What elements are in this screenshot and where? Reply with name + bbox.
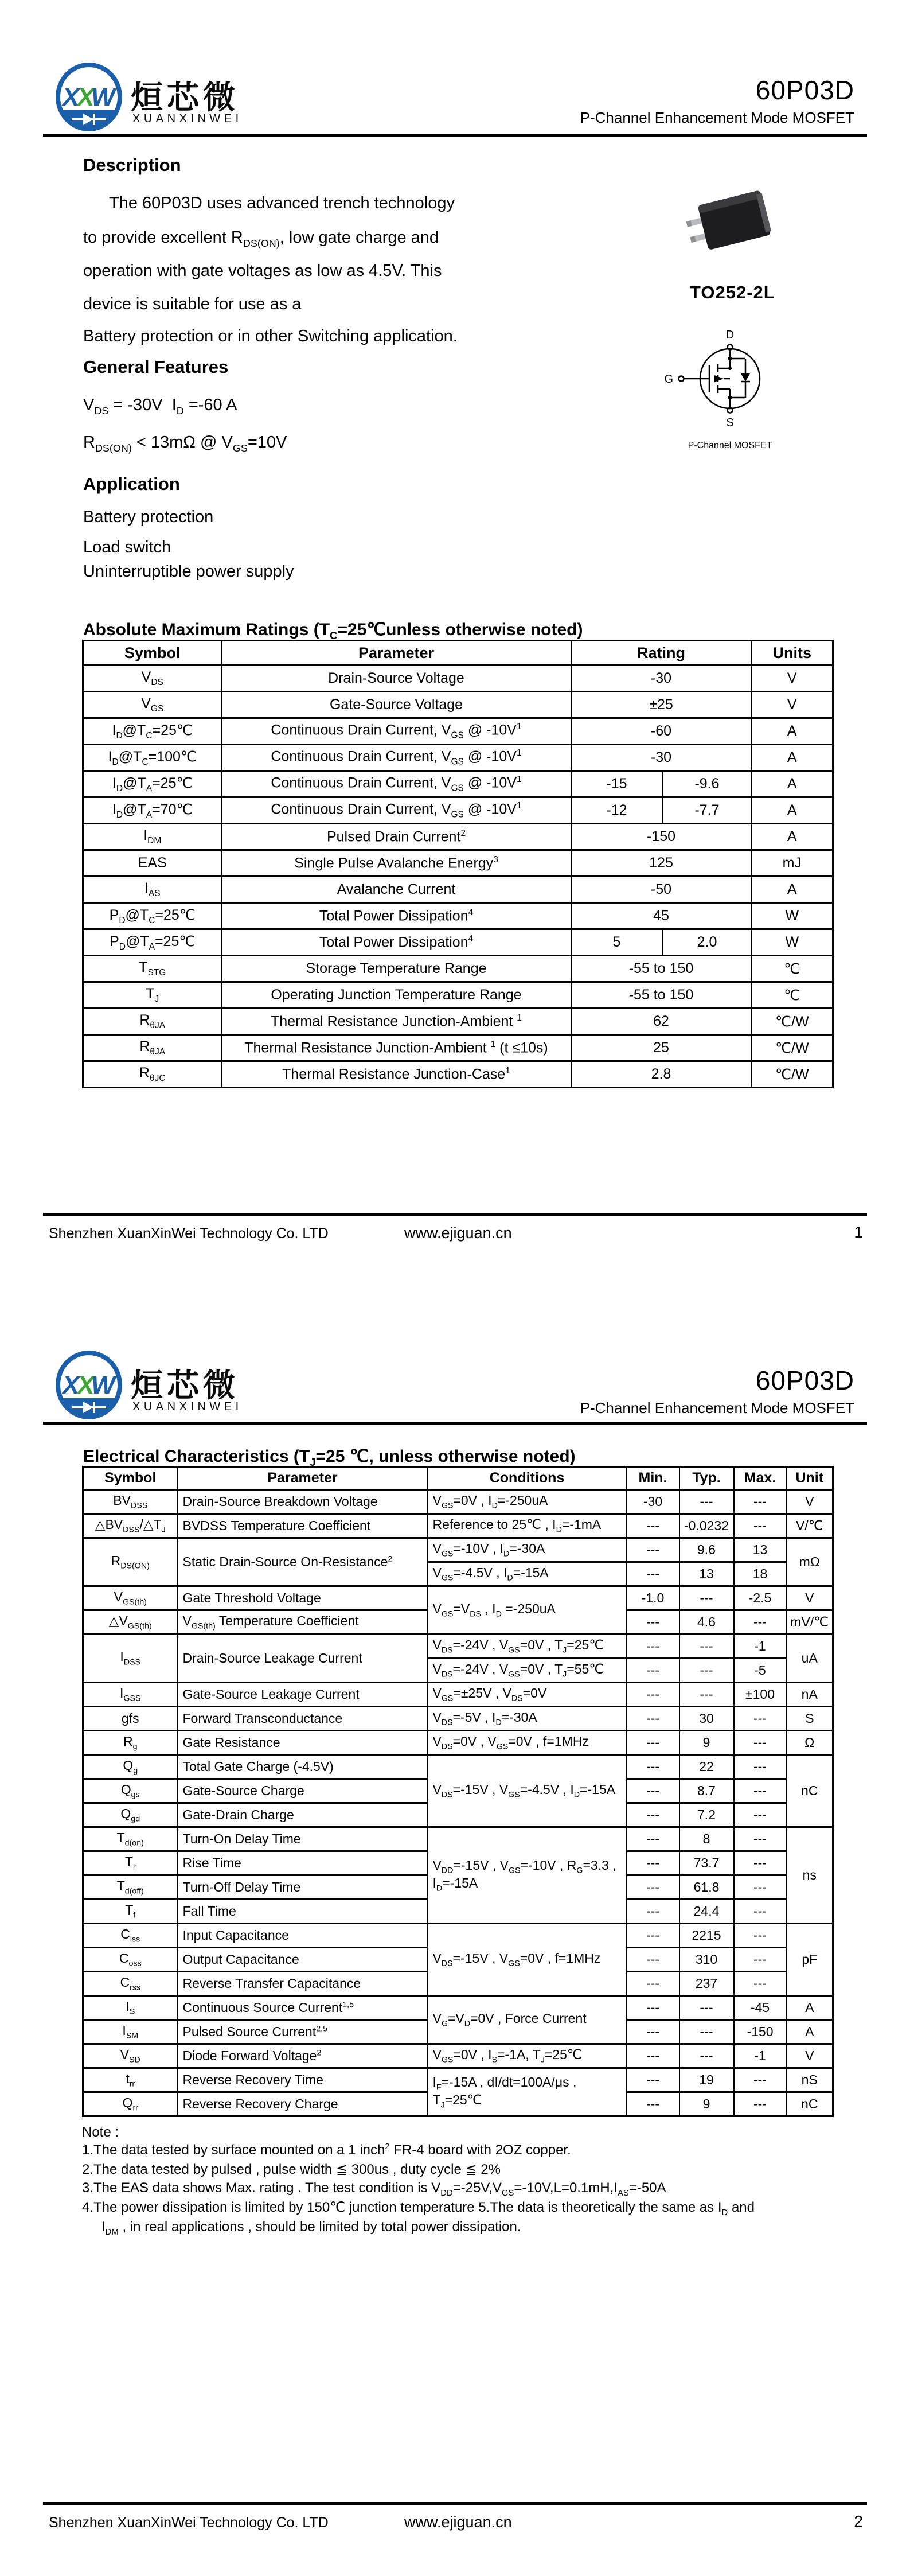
elec-title: Electrical Characteristics ($T_J=25$ ℃, unless otherwise noted)	[83, 1447, 576, 1468]
table-cell: -55 to 150	[571, 982, 752, 1009]
table-cell: A	[752, 824, 833, 850]
table-cell: ±100	[734, 1683, 787, 1707]
table-cell: Gate-Source Leakage Current	[178, 1683, 428, 1707]
table-cell: W	[752, 903, 833, 929]
description-line: The 60P03D uses advanced trench technology	[109, 194, 455, 212]
table-cell: ---	[679, 1490, 734, 1514]
table-cell: V	[787, 1490, 833, 1514]
table-cell: ---	[627, 2044, 679, 2068]
table-cell: 62	[571, 1009, 752, 1035]
table-cell: Continuous Source Current$^{1,5}$	[178, 1996, 428, 2020]
table-cell: ---	[627, 2068, 679, 2092]
table-cell: -30	[571, 745, 752, 771]
table-cell: $V_{GS}=V_{DS}$ , $I_D =-250uA$	[428, 1586, 627, 1635]
table-cell: 2215	[679, 1924, 734, 1948]
package-photo	[682, 189, 786, 258]
table-cell: $I_{DM}$	[83, 824, 222, 850]
table-cell: -7.7	[663, 797, 752, 824]
table-cell: $I_S$	[83, 1996, 178, 2020]
table-cell: ---	[627, 1731, 679, 1755]
table-cell: Reverse Transfer Capacitance	[178, 1972, 428, 1996]
table-cell: Continuous Drain Current, $V_{GS}$ @ $-10V^1$	[222, 797, 571, 824]
column-header: Max.	[734, 1467, 787, 1490]
mosfet-symbol-icon	[654, 324, 803, 439]
table-cell: ---	[734, 1875, 787, 1900]
company-logo	[54, 1350, 261, 1422]
table-cell: -0.0232	[679, 1514, 734, 1538]
note-line: 3.The EAS data shows Max. rating . The test condition is $V_{DD}=-25V,V_{GS}=-10V,L=0.1mH,I_{AS}=-50A$	[82, 2180, 666, 2198]
part-subtitle: P-Channel Enhancement Mode MOSFET	[580, 1399, 854, 1417]
pin-label-source: S	[726, 417, 734, 429]
part-number: 60P03D	[755, 75, 854, 105]
table-cell: -12	[571, 797, 663, 824]
table-cell: -30	[571, 666, 752, 692]
table-cell: Forward Transconductance	[178, 1707, 428, 1731]
table-cell: Total Power Dissipation$^4$	[222, 929, 571, 956]
table-cell: $V_{GS}$	[83, 692, 222, 718]
table-cell: 9	[679, 2092, 734, 2116]
logo-letter: X	[77, 1371, 95, 1399]
table-cell: $t_{rr}$	[83, 2068, 178, 2092]
note-line: $I_{DM}$ , in real applications , should be limited by total power dissipation.	[101, 2219, 521, 2237]
table-cell: pF	[787, 1924, 833, 1996]
logo-letter: X	[77, 83, 95, 111]
table-cell: ---	[627, 1635, 679, 1659]
table-cell: -1.0	[627, 1586, 679, 1610]
table-cell: 13	[734, 1538, 787, 1562]
table-cell: Static Drain-Source On-Resistance$^2$	[178, 1538, 428, 1586]
table-cell: ---	[734, 1514, 787, 1538]
footer-rule	[43, 1213, 867, 1216]
table-cell: $I_{SM}$	[83, 2020, 178, 2044]
table-cell: nC	[787, 2092, 833, 2116]
table-cell: -45	[734, 1996, 787, 2020]
table-cell: Gate-Source Voltage	[222, 692, 571, 718]
table-cell: ---	[734, 1803, 787, 1827]
application-item: Load switch	[83, 538, 171, 557]
table-cell: $V_{DD}=-15V$ , $V_{GS}=-10V$ , $R_G=3.3$ , $I_D=-15A$	[428, 1827, 627, 1924]
table-cell: Avalanche Current	[222, 877, 571, 903]
table-cell: ---	[734, 1900, 787, 1924]
table-cell: 13	[679, 1562, 734, 1586]
table-cell: $Q_{rr}$	[83, 2092, 178, 2116]
symbol-caption: P-Channel MOSFET	[688, 441, 772, 450]
note-line: Note :	[82, 2124, 119, 2140]
table-cell: $I_D@T_A=70℃$	[83, 797, 222, 824]
table-cell: mΩ	[787, 1538, 833, 1586]
table-cell: Turn-On Delay Time	[178, 1827, 428, 1851]
table-cell: ---	[734, 1731, 787, 1755]
logo-letter: W	[91, 1371, 115, 1399]
elec-table	[82, 1466, 834, 2117]
section-title-general-features: General Features	[83, 357, 229, 377]
table-cell: ---	[627, 1900, 679, 1924]
table-cell: $C_{oss}$	[83, 1948, 178, 1972]
column-header: Symbol	[83, 641, 222, 666]
table-cell: ---	[679, 1586, 734, 1610]
table-cell: 30	[679, 1707, 734, 1731]
table-cell: Turn-Off Delay Time	[178, 1875, 428, 1900]
table-cell: ---	[734, 2068, 787, 2092]
table-cell: nS	[787, 2068, 833, 2092]
table-cell: $\triangle V_{GS(th)}$	[83, 1610, 178, 1635]
table-cell: Drain-Source Breakdown Voltage	[178, 1490, 428, 1514]
table-cell: -9.6	[663, 771, 752, 797]
table-cell: $I_D@T_C=25℃$	[83, 718, 222, 745]
section-title-application: Application	[83, 474, 180, 494]
table-cell: ---	[627, 1875, 679, 1900]
description-line: device is suitable for use as a	[83, 295, 302, 313]
table-cell: Total Power Dissipation$^4$	[222, 903, 571, 929]
table-cell: ℃/W	[752, 1035, 833, 1061]
logo-letter: X	[63, 1371, 80, 1399]
feature-line: $V_{DS} = -30V$ $I_D =-60$ A	[83, 396, 237, 417]
table-cell: $T_r$	[83, 1851, 178, 1875]
table-cell: 61.8	[679, 1875, 734, 1900]
table-cell: $I_D@T_A=25℃$	[83, 771, 222, 797]
table-cell: mJ	[752, 850, 833, 877]
table-cell: Storage Temperature Range	[222, 956, 571, 982]
table-cell: ---	[627, 1707, 679, 1731]
table-cell: -60	[571, 718, 752, 745]
table-cell: $R_g$	[83, 1731, 178, 1755]
table-cell: V/℃	[787, 1514, 833, 1538]
table-cell: $V_{GS(th)}$ Temperature Coefficient	[178, 1610, 428, 1635]
table-cell: ---	[627, 1803, 679, 1827]
table-cell: ---	[734, 1851, 787, 1875]
table-cell: Diode Forward Voltage$^2$	[178, 2044, 428, 2068]
column-header: Symbol	[83, 1467, 178, 1490]
table-cell: 4.6	[679, 1610, 734, 1635]
table-cell: 237	[679, 1972, 734, 1996]
table-cell: ---	[734, 1924, 787, 1948]
table-cell: A	[752, 771, 833, 797]
table-cell: ---	[627, 1851, 679, 1875]
column-header: Rating	[571, 641, 752, 666]
table-cell: -150	[734, 2020, 787, 2044]
logo-latin-name: XUANXINWEI	[132, 1400, 243, 1413]
table-cell: Reverse Recovery Time	[178, 2068, 428, 2092]
table-cell: ---	[734, 1827, 787, 1851]
logo-chinese-name: 烜芯微	[131, 79, 239, 115]
table-cell: $I_F=-15A$ , dI/dt=100A/μs , $T_J=25℃$	[428, 2068, 627, 2116]
part-number: 60P03D	[755, 1365, 854, 1395]
pin-label-gate: G	[664, 373, 673, 386]
table-cell: -1	[734, 1635, 787, 1659]
column-header: Min.	[627, 1467, 679, 1490]
table-cell: -30	[627, 1490, 679, 1514]
table-cell: V	[787, 1586, 833, 1610]
table-cell: $Q_{gd}$	[83, 1803, 178, 1827]
table-cell: Drain-Source Leakage Current	[178, 1635, 428, 1683]
table-cell: 24.4	[679, 1900, 734, 1924]
table-cell: 8	[679, 1827, 734, 1851]
table-cell: 18	[734, 1562, 787, 1586]
pin-label-drain: D	[725, 329, 735, 341]
column-header: Units	[752, 641, 833, 666]
table-cell: $R_{\theta JA}$	[83, 1009, 222, 1035]
header-rule	[43, 1422, 867, 1425]
table-cell: Gate Resistance	[178, 1731, 428, 1755]
table-cell: -2.5	[734, 1586, 787, 1610]
table-cell: ---	[679, 2044, 734, 2068]
table-cell: -1	[734, 2044, 787, 2068]
table-cell: ---	[627, 1755, 679, 1779]
table-cell: $T_{d(off)}$	[83, 1875, 178, 1900]
table-cell: A	[752, 745, 833, 771]
table-cell: ---	[627, 1948, 679, 1972]
table-cell: $V_{DS}$	[83, 666, 222, 692]
table-cell: ---	[734, 1972, 787, 1996]
table-cell: $V_{GS(th)}$	[83, 1586, 178, 1610]
table-cell: ---	[627, 1972, 679, 1996]
table-cell: ---	[679, 1996, 734, 2020]
table-cell: V	[752, 666, 833, 692]
table-cell: $V_{DS}=-15V$ , $V_{GS}=-4.5V$ , $I_D=-15A$	[428, 1755, 627, 1827]
table-cell: Ω	[787, 1731, 833, 1755]
table-cell: Reverse Recovery Charge	[178, 2092, 428, 2116]
table-cell: 310	[679, 1948, 734, 1972]
note-line: 4.The power dissipation is limited by 150℃ junction temperature 5.The data is theoretically the same as $I_D$ and	[82, 2200, 755, 2217]
table-cell: -150	[571, 824, 752, 850]
table-cell: $C_{iss}$	[83, 1924, 178, 1948]
logo-mark-icon	[54, 1350, 123, 1420]
table-cell: Fall Time	[178, 1900, 428, 1924]
table-cell: uA	[787, 1635, 833, 1683]
table-cell: $V_{DS}=0V$ , $V_{GS}=0V$ , f=1MHz	[428, 1731, 627, 1755]
table-cell: A	[787, 1996, 833, 2020]
table-cell: Output Capacitance	[178, 1948, 428, 1972]
table-cell: ℃/W	[752, 1061, 833, 1088]
table-cell: BVDSS Temperature Coefficient	[178, 1514, 428, 1538]
table-cell: $P_D@T_A=25℃$	[83, 929, 222, 956]
footer-rule	[43, 2502, 867, 2505]
table-cell: ±25	[571, 692, 752, 718]
table-cell: ---	[627, 2020, 679, 2044]
column-header: Parameter	[222, 641, 571, 666]
footer-page-number: 1	[854, 1223, 863, 1241]
table-cell: $V_{GS}=0V$ , $I_D=-250uA$	[428, 1490, 627, 1514]
table-cell: $R_{\theta JC}$	[83, 1061, 222, 1088]
table-cell: gfs	[83, 1707, 178, 1731]
table-cell: EAS	[83, 850, 222, 877]
table-cell: 5	[571, 929, 663, 956]
table-cell: Continuous Drain Current, $V_{GS}$ @ $-10V^1$	[222, 718, 571, 745]
column-header: Conditions	[428, 1467, 627, 1490]
table-cell: $V_{DS}=-15V$ , $V_{GS}=0V$ , f=1MHz	[428, 1924, 627, 1996]
table-cell: 125	[571, 850, 752, 877]
table-cell: $I_{GSS}$	[83, 1683, 178, 1707]
table-cell: $I_{DSS}$	[83, 1635, 178, 1683]
table-cell: ---	[627, 1779, 679, 1803]
datasheet-page-2	[0, 1288, 910, 2576]
logo-latin-name: XUANXINWEI	[132, 112, 243, 125]
company-logo	[54, 62, 261, 134]
table-cell: 8.7	[679, 1779, 734, 1803]
table-cell: $T_{d(on)}$	[83, 1827, 178, 1851]
table-cell: $Q_{gs}$	[83, 1779, 178, 1803]
application-item: Uninterruptible power supply	[83, 562, 294, 581]
table-cell: Gate-Source Charge	[178, 1779, 428, 1803]
description-line: Battery protection or in other Switching application.	[83, 327, 458, 345]
column-header: Typ.	[679, 1467, 734, 1490]
table-cell: $I_D@T_C=100℃$	[83, 745, 222, 771]
table-cell: ---	[627, 1562, 679, 1586]
table-cell: $R_{DS(ON)}$	[83, 1538, 178, 1586]
abs-max-table	[82, 640, 834, 1088]
logo-chinese-name: 烜芯微	[131, 1367, 239, 1403]
table-cell: ---	[734, 1755, 787, 1779]
table-cell: W	[752, 929, 833, 956]
table-cell: ---	[734, 1779, 787, 1803]
table-cell: ℃/W	[752, 1009, 833, 1035]
table-cell: Drain-Source Voltage	[222, 666, 571, 692]
table-cell: $I_{AS}$	[83, 877, 222, 903]
table-cell: ns	[787, 1827, 833, 1924]
table-cell: $V_{DS}=-24V$ , $V_{GS}=0V$ , $T_J=25℃$	[428, 1635, 627, 1659]
table-cell: ---	[627, 1996, 679, 2020]
table-cell: Thermal Resistance Junction-Ambient $^1$	[222, 1009, 571, 1035]
table-cell: $C_{rss}$	[83, 1972, 178, 1996]
table-cell: ---	[734, 1490, 787, 1514]
table-cell: A	[787, 2020, 833, 2044]
table-cell: ---	[679, 1683, 734, 1707]
table-cell: ---	[734, 1707, 787, 1731]
table-cell: 45	[571, 903, 752, 929]
table-cell: Pulsed Drain Current$^2$	[222, 824, 571, 850]
table-cell: 25	[571, 1035, 752, 1061]
table-cell: A	[752, 877, 833, 903]
table-cell: ---	[627, 1538, 679, 1562]
table-cell: 19	[679, 2068, 734, 2092]
table-cell: ---	[734, 2092, 787, 2116]
table-cell: ---	[679, 2020, 734, 2044]
table-cell: nA	[787, 1683, 833, 1707]
logo-mark-icon	[54, 62, 123, 132]
table-cell: Thermal Resistance Junction-Case$^1$	[222, 1061, 571, 1088]
table-cell: Total Gate Charge (-4.5V)	[178, 1755, 428, 1779]
table-cell: 9.6	[679, 1538, 734, 1562]
table-cell: $T_J$	[83, 982, 222, 1009]
table-cell: ---	[734, 1610, 787, 1635]
table-cell: $V_{SD}$	[83, 2044, 178, 2068]
table-cell: ---	[679, 1659, 734, 1683]
table-cell: $Q_g$	[83, 1755, 178, 1779]
table-cell: Gate-Drain Charge	[178, 1803, 428, 1827]
footer-page-number: 2	[854, 2512, 863, 2530]
table-cell: -50	[571, 877, 752, 903]
table-cell: ℃	[752, 956, 833, 982]
table-cell: Input Capacitance	[178, 1924, 428, 1948]
abs-max-title: Absolute Maximum Ratings ($T_C=25℃unless$ otherwise noted)	[83, 620, 583, 641]
table-cell: $R_{\theta JA}$	[83, 1035, 222, 1061]
package-name: TO252-2L	[690, 282, 775, 302]
table-cell: V	[787, 2044, 833, 2068]
table-cell: -15	[571, 771, 663, 797]
table-cell: Continuous Drain Current, $V_{GS}$ @ $-10V^1$	[222, 771, 571, 797]
table-cell: 73.7	[679, 1851, 734, 1875]
table-cell: ---	[734, 1948, 787, 1972]
table-cell: ---	[627, 1924, 679, 1948]
table-cell: 2.8	[571, 1061, 752, 1088]
table-cell: Pulsed Source Current$^{2,5}$	[178, 2020, 428, 2044]
logo-letter: W	[91, 83, 115, 111]
table-cell: ---	[627, 2092, 679, 2116]
column-header: Parameter	[178, 1467, 428, 1490]
table-cell: A	[752, 718, 833, 745]
table-cell: Gate Threshold Voltage	[178, 1586, 428, 1610]
table-cell: $BV_{DSS}$	[83, 1490, 178, 1514]
description-line: operation with gate voltages as low as 4.5V. This	[83, 262, 442, 280]
table-cell: ℃	[752, 982, 833, 1009]
table-cell: Single Pulse Avalanche Energy$^3$	[222, 850, 571, 877]
table-cell: $T_{STG}$	[83, 956, 222, 982]
table-cell: 22	[679, 1755, 734, 1779]
footer-company: Shenzhen XuanXinWei Technology Co. LTD	[49, 2515, 329, 2531]
table-cell: $P_D@T_C=25℃$	[83, 903, 222, 929]
table-cell: 9	[679, 1731, 734, 1755]
table-cell: $V_{GS}=-10V$ , $I_D=-30A$	[428, 1538, 627, 1562]
table-cell: ---	[627, 1610, 679, 1635]
table-cell: -5	[734, 1659, 787, 1683]
table-cell: nC	[787, 1755, 833, 1827]
table-cell: V	[752, 692, 833, 718]
section-title-description: Description	[83, 155, 181, 175]
footer-website: www.ejiguan.cn	[404, 1224, 512, 1242]
header-rule	[43, 134, 867, 137]
table-cell: A	[752, 797, 833, 824]
column-header: Unit	[787, 1467, 833, 1490]
description-line: to provide excellent $R_{DS(ON)}$, low gate charge and	[83, 228, 439, 249]
part-subtitle: P-Channel Enhancement Mode MOSFET	[580, 109, 854, 126]
table-cell: Thermal Resistance Junction-Ambient $^1$ (t ≤10s)	[222, 1035, 571, 1061]
table-cell: $V_{GS}=0V$ , $I_S=-1A$, $T_J=25℃$	[428, 2044, 627, 2068]
application-item: Battery protection	[83, 508, 214, 526]
feature-line: $R_{DS(ON)} < 13m\Omega$ @ $V_{GS}=10V$	[83, 433, 287, 454]
table-cell: mV/℃	[787, 1610, 833, 1635]
table-cell: $V_G=V_D=0V$ , Force Current	[428, 1996, 627, 2044]
table-cell: 2.0	[663, 929, 752, 956]
table-cell: ---	[679, 1635, 734, 1659]
table-cell: $T_f$	[83, 1900, 178, 1924]
table-cell: ---	[627, 1514, 679, 1538]
table-cell: ---	[627, 1659, 679, 1683]
note-line: 1.The data tested by surface mounted on a 1 inch$^2$ FR-4 board with 2OZ copper.	[82, 2142, 571, 2158]
table-cell: $\triangle BV_{DSS}/\triangle T_J$	[83, 1514, 178, 1538]
table-cell: ---	[627, 1827, 679, 1851]
table-cell: ---	[627, 1683, 679, 1707]
table-cell: $V_{GS}=\pm 25V$ , $V_{DS}=0V$	[428, 1683, 627, 1707]
table-cell: S	[787, 1707, 833, 1731]
table-cell: $V_{GS}=-4.5V$ , $I_D=-15A$	[428, 1562, 627, 1586]
note-line: 2.The data tested by pulsed , pulse width ≦ 300us , duty cycle ≦ 2%	[82, 2162, 501, 2177]
table-cell: Reference to 25℃ , $I_D=-1mA$	[428, 1514, 627, 1538]
table-cell: $V_{DS}=-24V$ , $V_{GS}=0V$ , $T_J=55℃$	[428, 1659, 627, 1683]
table-cell: -55 to 150	[571, 956, 752, 982]
table-cell: 7.2	[679, 1803, 734, 1827]
table-cell: Rise Time	[178, 1851, 428, 1875]
logo-letter: X	[63, 83, 80, 111]
table-cell: Continuous Drain Current, $V_{GS}$ @ $-10V^1$	[222, 745, 571, 771]
footer-company: Shenzhen XuanXinWei Technology Co. LTD	[49, 1225, 329, 1242]
footer-website: www.ejiguan.cn	[404, 2513, 512, 2531]
table-cell: Operating Junction Temperature Range	[222, 982, 571, 1009]
table-cell: $V_{DS}=-5V$ , $I_D=-30A$	[428, 1707, 627, 1731]
